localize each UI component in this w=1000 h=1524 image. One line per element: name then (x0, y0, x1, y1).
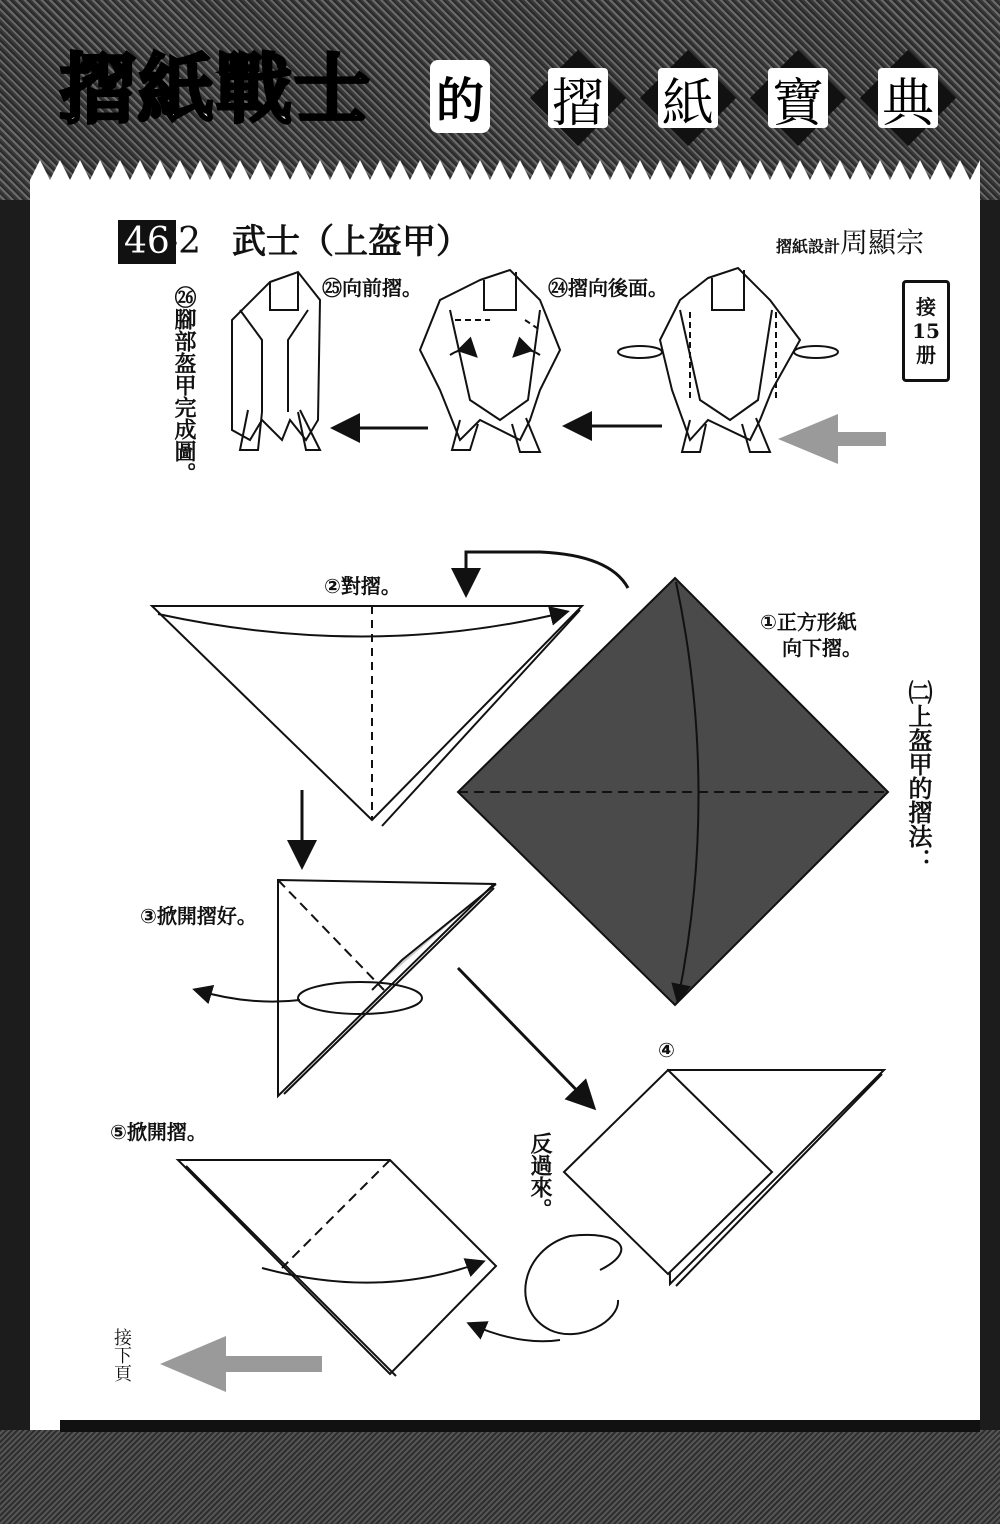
book-title-char-1: 摺 (530, 50, 626, 146)
step-3-label: ③掀開摺好。 (140, 904, 257, 928)
book-title-char-4: 典 (860, 50, 956, 146)
section-heading: ㈡上盔甲的摺法： (904, 680, 932, 872)
step-26-label: ㉖腳部盔甲完成圖。 (171, 286, 196, 484)
gray-arrow-in-icon (778, 414, 886, 464)
book-title-char-2: 紙 (640, 50, 736, 146)
designer-name: 周顯宗 (839, 226, 924, 259)
series-title-text: 摺紙戰士 (60, 44, 372, 134)
figure-step-26 (232, 272, 320, 450)
step-4-shape (564, 1070, 884, 1286)
step-2-label: ②對摺。 (324, 574, 401, 598)
designer-label: 摺紙設計 (775, 237, 840, 256)
title-connector: 的 (430, 60, 490, 133)
flip-arrow (470, 1235, 621, 1341)
flip-label: 反過來。 (527, 1132, 552, 1220)
model-title: 武士（上盔甲） (232, 222, 470, 262)
gray-arrow-next-icon (160, 1336, 322, 1392)
model-number: 46 (118, 220, 176, 264)
step-25-label: ㉕向前摺。 (322, 276, 422, 300)
step-5-label: ⑤掀開摺。 (110, 1120, 207, 1144)
step-24-label: ㉔摺向後面。 (548, 276, 668, 300)
arrow-3-to-4 (458, 968, 592, 1106)
book-title-char-3: 寶 (750, 50, 846, 146)
next-page-label: 接下頁 (111, 1328, 132, 1382)
step-1-label-line2: 向下摺。 (782, 636, 862, 660)
step-1-label-line1: ①正方形紙 (760, 610, 857, 634)
arrow-1-to-2 (466, 552, 628, 592)
model-number-suffix: -2 (166, 221, 202, 262)
continued-from-box: 接 15 册 (902, 280, 950, 382)
figure-step-25 (420, 270, 560, 452)
step-4-label: ④ (658, 1038, 675, 1062)
